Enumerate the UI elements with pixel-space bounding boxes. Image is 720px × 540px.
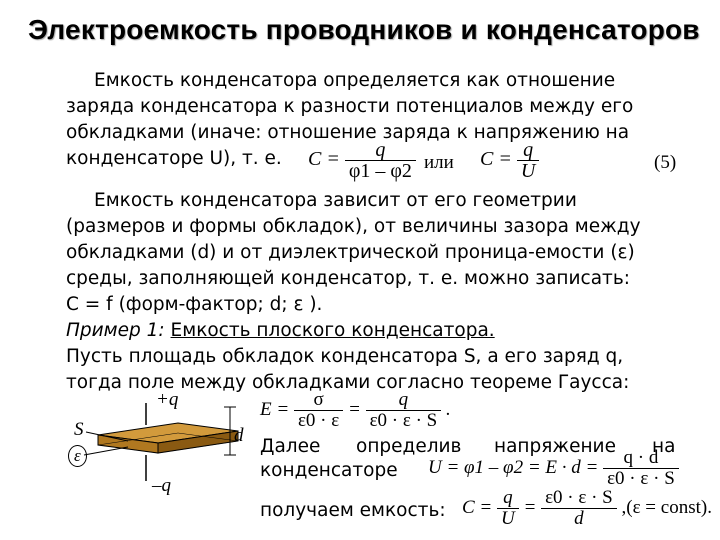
epsilon-label: ε [68, 445, 87, 467]
paragraph-line: получаем емкость: [260, 500, 446, 521]
paragraph-line: конденсаторе U), т. е. [66, 148, 282, 169]
paragraph-line: тогда поле между обкладками согласно теореме Гаусса: [66, 372, 630, 393]
paragraph-line: обкладками (d) и от диэлектрической проница-емости (ε) [66, 242, 635, 263]
paragraph-line: заряда конденсатора к разности потенциалов между его [66, 96, 634, 117]
distance-label: d [234, 425, 244, 446]
paragraph-line: Пусть площадь обкладок конденсатора S, а его заряд q, [66, 346, 624, 367]
paragraph-line: обкладками (иначе: отношение заряда к напряжению на [66, 122, 630, 143]
paragraph-line: Емкость конденсатора зависит от его геометрии [94, 190, 577, 211]
example-heading [66, 320, 495, 342]
page-title: Электроемкость проводников и конденсаторов [28, 14, 700, 45]
formula-number: (5) [654, 152, 677, 173]
area-label: S [74, 419, 84, 440]
paragraph-line: конденсаторе [260, 460, 398, 481]
paragraph-line: (размеров и формы обкладок), от величины зазора между [66, 216, 641, 237]
formula-voltage: U = φ1 – φ2 = E · d = $\frac{q \cdot d}{\varepsilon 0 \cdot \varepsilon \cdot S}$ [428, 448, 679, 489]
example-title: Емкость плоского конденсатора. [170, 320, 495, 341]
minus-q-label: –q [152, 475, 171, 496]
capacitor-figure [58, 389, 258, 509]
paragraph-line: среды, заполняющей конденсатор, т. е. можно записать: [66, 268, 630, 289]
example-label: Пример 1: [66, 320, 165, 341]
paragraph-line: Емкость конденсатора определяется как отношение [94, 70, 616, 91]
formula-or: или [424, 152, 454, 173]
formula-capacitance: C = $\frac{q}{\varphi 1 - \varphi 2}$ [308, 140, 416, 181]
plus-q-label: +q [156, 389, 179, 410]
formula-field: E = $\frac{\sigma}{\varepsilon 0 \cdot \varepsilon}$ = $\frac{q}{\varepsilon 0 \cdot \varepsilon \cdot S}$ . [260, 389, 451, 431]
formula-capacitance-u: C = $\frac{q}{U}$ [480, 140, 539, 181]
formula-capacitance-final: C = $\frac{q}{U}$ = $\frac{\varepsilon 0 \cdot \varepsilon \cdot S}{d}$ ,(ε = const). [462, 487, 712, 529]
paragraph-line: C = f (форм-фактор; d; ε ). [66, 294, 323, 315]
